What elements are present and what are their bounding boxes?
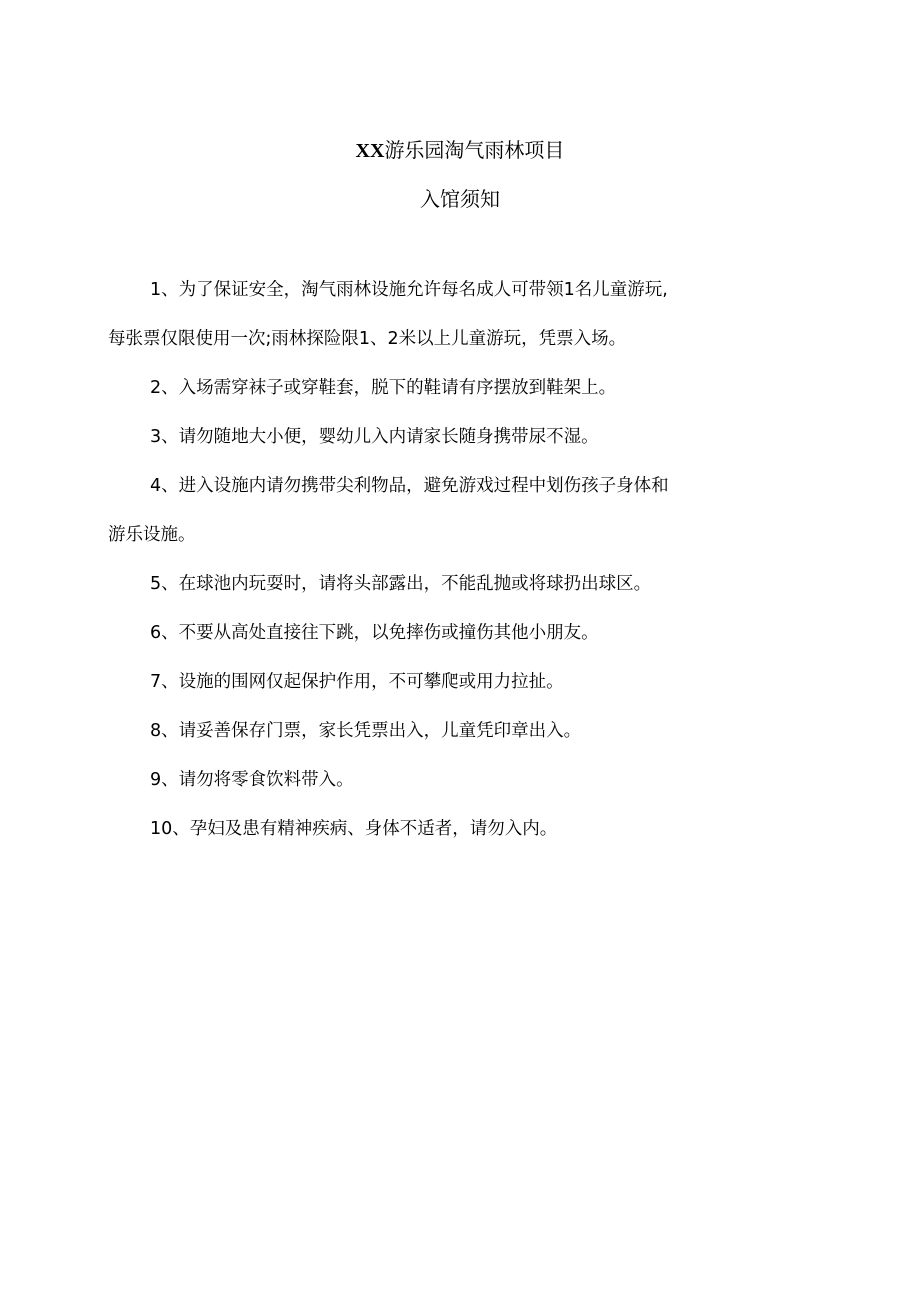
rule-item [108,376,792,400]
rule-text-line1: 4、进入设施内请勿携带尖利物品，避免游戏过程中划伤孩子身体和 [150,475,669,496]
title-prefix: XX [355,140,385,162]
title-rest: 游乐园淘气雨林项目 [384,138,565,162]
rule-item [108,768,792,792]
rule-item [108,621,792,645]
document-subtitle: 入馆须知 [420,187,500,211]
rule-text-line2: 游乐设施。 [108,524,196,545]
rule-text: 5、在球池内玩耍时，请将头部露出，不能乱抛或将球扔出球区。 [150,574,652,594]
rule-item [108,817,792,841]
rule-item [108,719,792,743]
rule-item [108,462,792,560]
rule-item [108,572,792,596]
rule-item [108,266,792,364]
rule-text: 10、孕妇及患有精神疾病、身体不适者，请勿入内。 [150,819,558,839]
rules-list [108,278,792,866]
document-title [0,136,920,165]
rule-text: 7、设施的围网仅起保护作用，不可攀爬或用力拉扯。 [150,672,564,692]
rule-text-line1: 1、为了保证安全，淘气雨林设施允许每名成人可带领1名儿童游玩, [150,279,668,300]
rule-text: 9、请勿将零食饮料带入。 [150,770,354,790]
rule-text: 3、请勿随地大小便，婴幼儿入内请家长随身携带尿不湿。 [150,427,599,447]
rule-text: 8、请妥善保存门票，家长凭票出入，儿童凭印章出入。 [150,721,582,741]
rule-text: 6、不要从高处直接往下跳，以免摔伤或撞伤其他小朋友。 [150,623,599,643]
rule-text: 2、入场需穿袜子或穿鞋套，脱下的鞋请有序摆放到鞋架上。 [150,378,617,398]
rule-item [108,425,792,449]
rule-text-line2: 每张票仅限使用一次;雨林探险限1、2米以上儿童游玩，凭票入场。 [108,328,627,349]
rule-item [108,670,792,694]
